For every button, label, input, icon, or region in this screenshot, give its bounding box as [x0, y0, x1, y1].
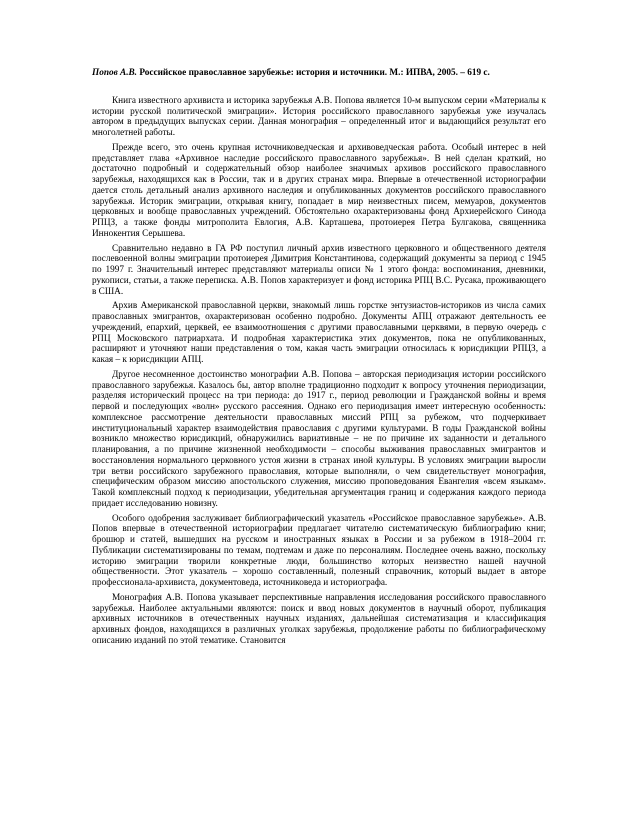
paragraph-konstantinov-archive: Сравнительно недавно в ГА РФ поступил личный архив известного церковного и общественного деятеля послевоенной волны эмиграции протоиерея Димитрия Константинова, содержащий документы за период с 1945 по 1997 г. Значительный интерес представляют материалы описи № 1 этого фонда: воспоминания, дневники, рукописи, статьи, а также переписка. А.В. Попов характеризует и фонд историка РПЦ В.С. Русака, проживающего в США. [92, 243, 546, 297]
paragraph-archival-work: Прежде всего, это очень крупная источниковедческая и архивоведческая работа. Особый интерес в ней представляет глава «Архивное наследие российского православного зарубежья». В ней сделан краткий, но достаточно подробный и содержательный обзор наиболее значимых архивов российского православного зарубежья, находящихся как в России, так и в других странах мира. Впервые в отечественной историографии дается столь детальный анализ архивного наследия и опубликованных документов российского православного зарубежья. Историк эмиграции, открывая книгу, попадает в мир неизвестных писем, мемуаров, документов церковных и вообще православных учреждений. Обстоятельно охарактеризованы фонд Архиерейского Синода РПЦЗ, а также фонды митрополита Евлогия, А.В. Карташева, протоиерея Петра Булгакова, священника Иннокентия Серышева. [92, 142, 546, 239]
citation-title: Российское православное зарубежье: история и источники. М.: ИПВА, 2005. – 619 с. [137, 68, 490, 78]
paragraph-intro: Книга известного архивиста и историка зарубежья А.В. Попова является 10-м выпуском серии «Материалы к истории русской политической эмиграции». История российского православного зарубежья уже изучалась автором в предыдущих выпусках серии. Данная монография – определенный итог и выдающийся результат его многолетней работы. [92, 95, 546, 138]
document-page [92, 68, 546, 651]
citation-author: Попов А.В. [92, 68, 137, 78]
book-citation [92, 68, 546, 79]
paragraph-periodization: Другое несомненное достоинство монографии А.В. Попова – авторская периодизация истории российского православного зарубежья. Казалось бы, автор вполне традиционно подходит к вопросу уточнения периодизации, разделяя исторический процесс на три периода: до 1917 г., период революции и Гражданской войны и время первой и последующих «волн» русского рассеяния. Однако его периодизация имеет интересную особенность: комплексное рассмотрение деятельности православных миссий РПЦ за рубежом, что подчеркивает институциональный характер взаимодействия православия с другими культурами. В годы Гражданской войны возникло множество юрисдикций, обнаружились вариативные – не по причине их заданности и детального планирования, а по причине жизненной необходимости – способы выживания православных эмигрантов и восстановления нормального церковного устоя жизни в странах иной культуры. В условиях эмиграции выросли три ветви российского зарубежного православия, которые выполняли, о чем свидетельствует монография, специфическим образом миссию апостольского служения, миссию проповедования Евангелия «всем языкам». Такой комплексный подход к периодизации, убедительная аргументация границ и содержания каждого периода придает исследованию новизну. [92, 369, 546, 509]
paragraph-perspectives: Монография А.В. Попова указывает перспективные направления исследования российского православного зарубежья. Наиболее актуальными являются: поиск и ввод новых документов в научный оборот, публикация архивных источников в отечественных научных изданиях, дальнейшая систематизация и классификация архивных фондов, находящихся в различных уголках зарубежья, продолжение работы по библиографическому описанию изданий по этой тематике. Становится [92, 592, 546, 646]
paragraph-apc-archive: Архив Американской православной церкви, знакомый лишь горстке энтузиастов-историков из числа самих православных эмигрантов, охарактеризован особенно подробно. Документы АПЦ отражают деятельность ее учреждений, епархий, церквей, ее взаимоотношения с другими православными церквями, в первую очередь с РПЦ Московского патриархата. И подробная характеристика этих документов, пока не опубликованных, расширяют и уточняют наши представления о том, какая часть эмиграции относилась к юрисдикции РПЦЗ, а какая – к юрисдикции АПЦ. [92, 301, 546, 365]
paragraph-bibliography: Особого одобрения заслуживает библиографический указатель «Российское православное зарубежье». А.В. Попов впервые в отечественной историографии предлагает читателю систематическую библиографию книг, брошюр и статей, вышедших на русском и иностранных языках в России и за рубежом в 1918–2004 гг. Публикации систематизированы по темам, подтемам и даже по персоналиям. Последнее очень важно, поскольку историю эмиграции творили конкретные люди, большинство которых неизвестно нашей научной общественности. Этот указатель – хорошо составленный, полезный справочник, который выдает в авторе профессионала-архивиста, документоведа, источниковеда и историографа. [92, 513, 546, 588]
